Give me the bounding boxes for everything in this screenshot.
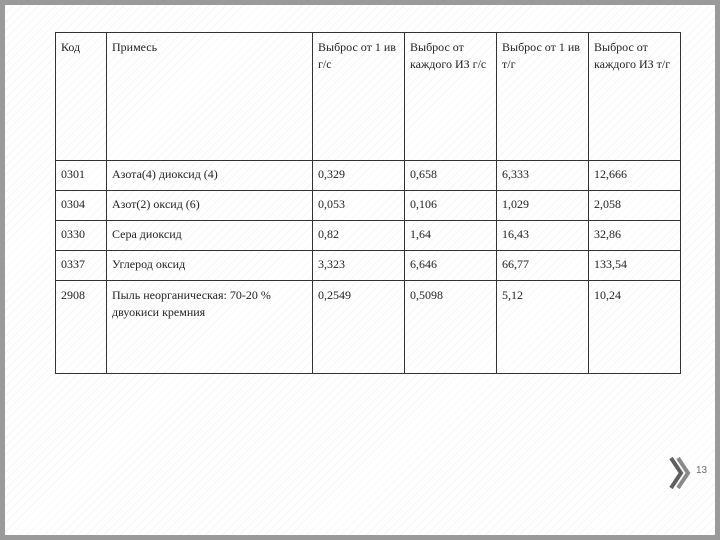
table-header-row: [56, 33, 681, 161]
cell-substance: Азот(2) оксид (6): [107, 191, 313, 221]
table-row: [56, 221, 681, 251]
cell-value: 0,329: [313, 161, 405, 191]
cell-value: 0,053: [313, 191, 405, 221]
table-row: [56, 281, 681, 374]
cell-value: 6,333: [497, 161, 589, 191]
cell-value: 0,82: [313, 221, 405, 251]
cell-code: 0337: [56, 251, 107, 281]
cell-value: 12,666: [589, 161, 681, 191]
header-substance: Примесь: [107, 33, 313, 161]
cell-code: 0330: [56, 221, 107, 251]
cell-substance: Азота(4) диоксид (4): [107, 161, 313, 191]
page-number: 13: [696, 465, 708, 476]
cell-code: 2908: [56, 281, 107, 374]
cell-code: 0301: [56, 161, 107, 191]
cell-value: 5,12: [497, 281, 589, 374]
header-emission-each-source-gs: Выброс от каждого ИЗ г/с: [405, 33, 497, 161]
cell-value: 3,323: [313, 251, 405, 281]
cell-value: 1,029: [497, 191, 589, 221]
cell-code: 0304: [56, 191, 107, 221]
emissions-table: [55, 32, 681, 374]
cell-value: 66,77: [497, 251, 589, 281]
cell-value: 16,43: [497, 221, 589, 251]
emissions-table-container: [55, 32, 675, 374]
cell-value: 10,24: [589, 281, 681, 374]
cell-substance: Пыль неорганическая: 70-20 % двуокиси кремния: [107, 281, 313, 374]
cell-value: 133,54: [589, 251, 681, 281]
header-emission-per-source-gs: Выброс от 1 ив г/с: [313, 33, 405, 161]
cell-value: 32,86: [589, 221, 681, 251]
cell-value: 2,058: [589, 191, 681, 221]
table-row: [56, 251, 681, 281]
cell-value: 6,646: [405, 251, 497, 281]
header-emission-per-source-ty: Выброс от 1 ив т/г: [497, 33, 589, 161]
header-emission-each-source-ty: Выброс от каждого ИЗ т/г: [589, 33, 681, 161]
chevron-right-icon[interactable]: [669, 456, 691, 490]
cell-value: 1,64: [405, 221, 497, 251]
table-row: [56, 191, 681, 221]
cell-value: 0,658: [405, 161, 497, 191]
cell-value: 0,2549: [313, 281, 405, 374]
cell-substance: Углерод оксид: [107, 251, 313, 281]
header-code: Код: [56, 33, 107, 161]
cell-substance: Сера диоксид: [107, 221, 313, 251]
table-row: [56, 161, 681, 191]
cell-value: 0,5098: [405, 281, 497, 374]
cell-value: 0,106: [405, 191, 497, 221]
